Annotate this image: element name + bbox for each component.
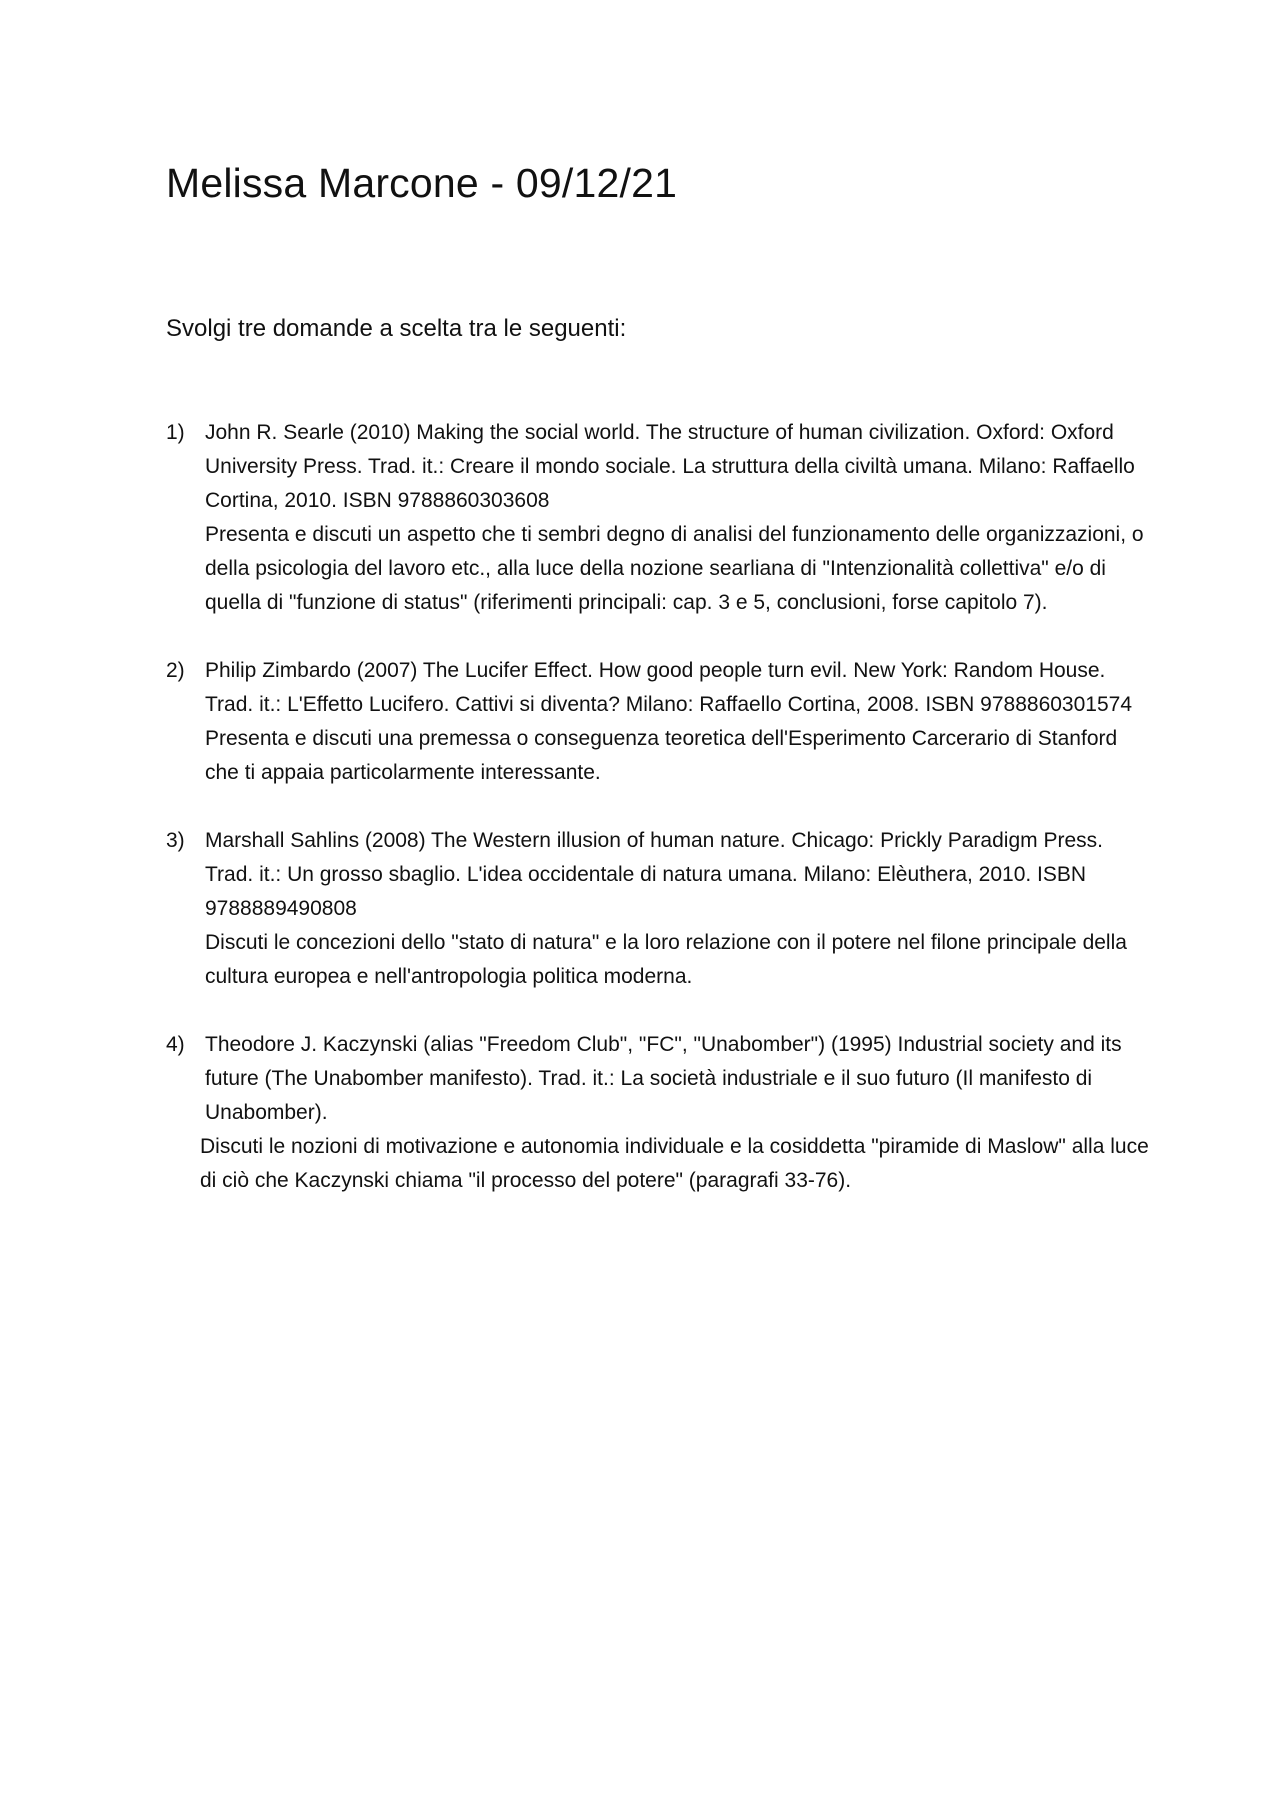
instructions: Svolgi tre domande a scelta tra le seguenti: bbox=[166, 315, 627, 342]
question-reference: John R. Searle (2010) Making the social world. The structure of human civilization. Oxford: Oxford University Press. Trad. it.: Creare il mondo sociale. La struttura della civiltà umana. Milano: Raffaello Cortina, 2010. ISBN 9788860303608 bbox=[205, 421, 1135, 512]
question-reference: Theodore J. Kaczynski (alias "Freedom Club", "FC", "Unabomber") (1995) Industrial society and its future (The Unabomber manifesto). Trad. it.: La società industriale e il suo futuro (Il manifesto di Unabomber). bbox=[205, 1033, 1122, 1124]
question-task: Presenta e discuti un aspetto che ti sembri degno di analisi del funzionamento delle organizzazioni, o della psicologia del lavoro etc., alla luce della nozione searliana di "Intenzionalità collettiva" e/o di quella di "funzione di status" (riferimenti principali: cap. 3 e 5, conclusioni, forse capitolo 7). bbox=[205, 523, 1144, 614]
question-number: 2) bbox=[166, 659, 185, 682]
question-reference: Philip Zimbardo (2007) The Lucifer Effect. How good people turn evil. New York: Random House. Trad. it.: L'Effetto Lucifero. Cattivi si diventa? Milano: Raffaello Cortina, 2008. ISBN 9788860301574 bbox=[205, 659, 1133, 716]
question-task: Presenta e discuti una premessa o conseguenza teoretica dell'Esperimento Carcerario di Stanford che ti appaia particolarmente interessante. bbox=[205, 727, 1118, 784]
question-reference: Marshall Sahlins (2008) The Western illusion of human nature. Chicago: Prickly Paradigm Press. Trad. it.: Un grosso sbaglio. L'idea occidentale di natura umana. Milano: Elèuthera, 2010. ISBN 9788889490808 bbox=[205, 829, 1103, 920]
question-list bbox=[166, 416, 1156, 1232]
question-number: 1) bbox=[166, 421, 185, 444]
question-item bbox=[166, 1028, 1156, 1198]
question-task: Discuti le nozioni di motivazione e autonomia individuale e la cosiddetta "piramide di Maslow" alla luce di ciò che Kaczynski chiama "il processo del potere" (paragrafi 33-76). bbox=[200, 1135, 1149, 1192]
question-number: 3) bbox=[166, 829, 185, 852]
document-title: Melissa Marcone - 09/12/21 bbox=[166, 160, 678, 206]
question-item bbox=[166, 416, 1156, 620]
question-number: 4) bbox=[166, 1033, 185, 1056]
question-task: Discuti le concezioni dello "stato di natura" e la loro relazione con il potere nel filone principale della cultura europea e nell'antropologia politica moderna. bbox=[205, 931, 1127, 988]
question-item bbox=[166, 654, 1156, 790]
question-item bbox=[166, 824, 1156, 994]
